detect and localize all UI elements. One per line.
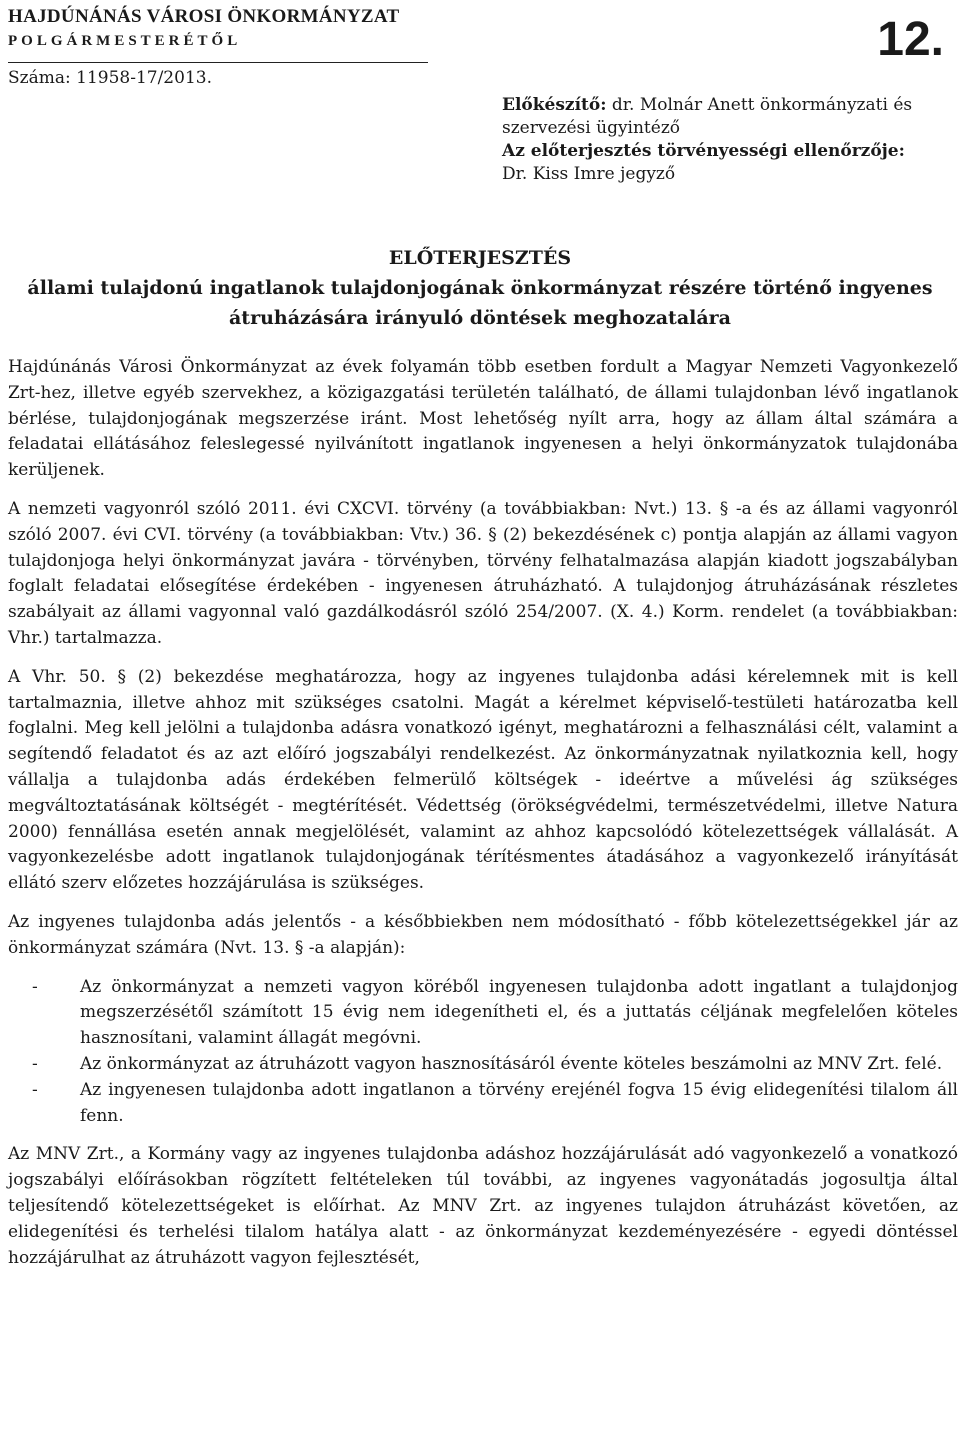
document-body [8, 355, 958, 1284]
document-number: Száma: 11958-17/2013. [8, 68, 212, 88]
preparer-block [502, 94, 958, 186]
agenda-number: 12. [877, 13, 944, 66]
paragraph-4: Az ingyenes tulajdonba adás jelentős - a későbbiekben nem módosítható - főbb kötelezettségekkel jár az önkormányzat számára (Nvt. 13. § -a alapján): [8, 911, 958, 958]
obligations-list [8, 975, 958, 1130]
dash-bullet: - [32, 976, 38, 997]
subject-line-2: átruházására irányuló döntések meghozatalára [229, 307, 731, 329]
reviewer-label: Az előterjesztés törvényességi ellenőrzője: [502, 141, 905, 161]
paragraph-2: A nemzeti vagyonról szóló 2011. évi CXCVI. törvény (a továbbiakban: Nvt.) 13. § -a és az állami vagyonról szóló 2007. évi CVI. törvény (a továbbiakban: Vtv.) 36. § (2) bekezdésének c) pontja alapján az állami vagyon tulajdonjoga helyi önkormányzat javára - törvényben, törvény felhatalmazása alapján kiadott jogszabályban foglalt feladatai elősegítése érdekében - ingyenesen átruházható. A tulajdonjog átruházásának részletes szabályait az állami vagyonnal való gazdálkodásról szóló 254/2007. (X. 4.) Korm. rendelet (a továbbiakban: Vhr.) tartalmazza. [8, 498, 958, 648]
paragraph-3: A Vhr. 50. § (2) bekezdése meghatározza, hogy az ingyenes tulajdonba adási kérelemnek mit is kell tartalmaznia, illetve ahhoz mit szükséges csatolni. Magát a kérelmet képviselő-testületi határozatba kell foglalni. Meg kell jelölni a tulajdonba adásra vonatkozó igényt, meghatározni a felhasználási célt, valamint a segítendő feladatot és az azt előíró jogszabályi rendelkezést. Az önkormányzatnak nyilatkoznia kell, hogy vállalja a tulajdonba adás érdekében felmerülő költségek - ideértve a művelési ág szükséges megváltoztatásának költségét - megtérítését. Védettség (örökségvédelmi, természetvédelmi, illetve Natura 2000) fennállása esetén annak megjelölését, valamint az ahhoz kapcsolódó kötelezettségek vállalását. A vagyonkezelésbe adott ingatlanok tulajdonjogának térítésmentes átadásához a vagyonkezelő irányítását ellátó szerv előzetes hozzájárulása is szükséges. [8, 666, 958, 894]
subject-line-1: állami tulajdonú ingatlanok tulajdonjogának önkormányzat részére történő ingyenes [27, 277, 933, 299]
organization-name: HAJDÚNÁNÁS VÁROSI ÖNKORMÁNYZAT [8, 6, 400, 27]
header-rule [8, 62, 428, 63]
list-item-text: Az önkormányzat az átruházott vagyon hasznosításáról évente köteles beszámolni az MNV Zrt. felé. [80, 1053, 943, 1074]
preparer-name: dr. Molnár Anett önkormányzati és szervezési ügyintéző [502, 95, 913, 138]
dash-bullet: - [32, 1079, 38, 1100]
title-block [0, 243, 960, 333]
preparer-label: Előkészítő: [502, 95, 607, 115]
dash-bullet: - [32, 1053, 38, 1074]
office-name: POLGÁRMESTERÉTŐL [8, 33, 242, 49]
list-item [8, 975, 958, 1052]
list-item [8, 1052, 958, 1078]
paragraph-1: Hajdúnánás Városi Önkormányzat az évek folyamán több esetben fordult a Magyar Nemzeti Vagyonkezelő Zrt-hez, illetve egyéb szervekhez, a közigazgatási területén található, de állami tulajdonban lévő ingatlanok bérlése, tulajdonjogának megszerzése iránt. Most lehetőség nyílt arra, hogy az állam által számára a feladatai ellátásához feleslegessé nyilvánított ingatlanok ingyenesen a helyi önkormányzatok tulajdonába kerüljenek. [8, 357, 958, 481]
reviewer-name: Dr. Kiss Imre jegyző [502, 164, 676, 184]
list-item [8, 1078, 958, 1130]
list-item-text: Az ingyenesen tulajdonba adott ingatlanon a törvény erejénél fogva 15 évig elidegenítési tilalom áll fenn. [80, 1079, 958, 1126]
paragraph-5: Az MNV Zrt., a Kormány vagy az ingyenes tulajdonba adáshoz hozzájárulását adó vagyonkezelő a vonatkozó jogszabályi előírásokban rögzített feltételeken túl további, az ingyenes vagyonátadás jogosultja által teljesítendő kötelezettségeket is előírhat. Az MNV Zrt. az ingyenes tulajdon átruházást követően, az elidegenítési és terhelési tilalom hatálya alatt - az önkormányzat kezdeményezésére - egyedi döntéssel hozzájárulhat az átruházott vagyon fejlesztését, [8, 1144, 958, 1268]
document-title: ELŐTERJESZTÉS [388, 247, 572, 269]
list-item-text: Az önkormányzat a nemzeti vagyon köréből ingyenesen tulajdonba adott ingatlant a tulajdonjog megszerzésétől számított 15 évig nem idegenítheti el, és a juttatás céljának megfelelően köteles hasznosítani, valamint állagát megóvni. [80, 976, 958, 1049]
